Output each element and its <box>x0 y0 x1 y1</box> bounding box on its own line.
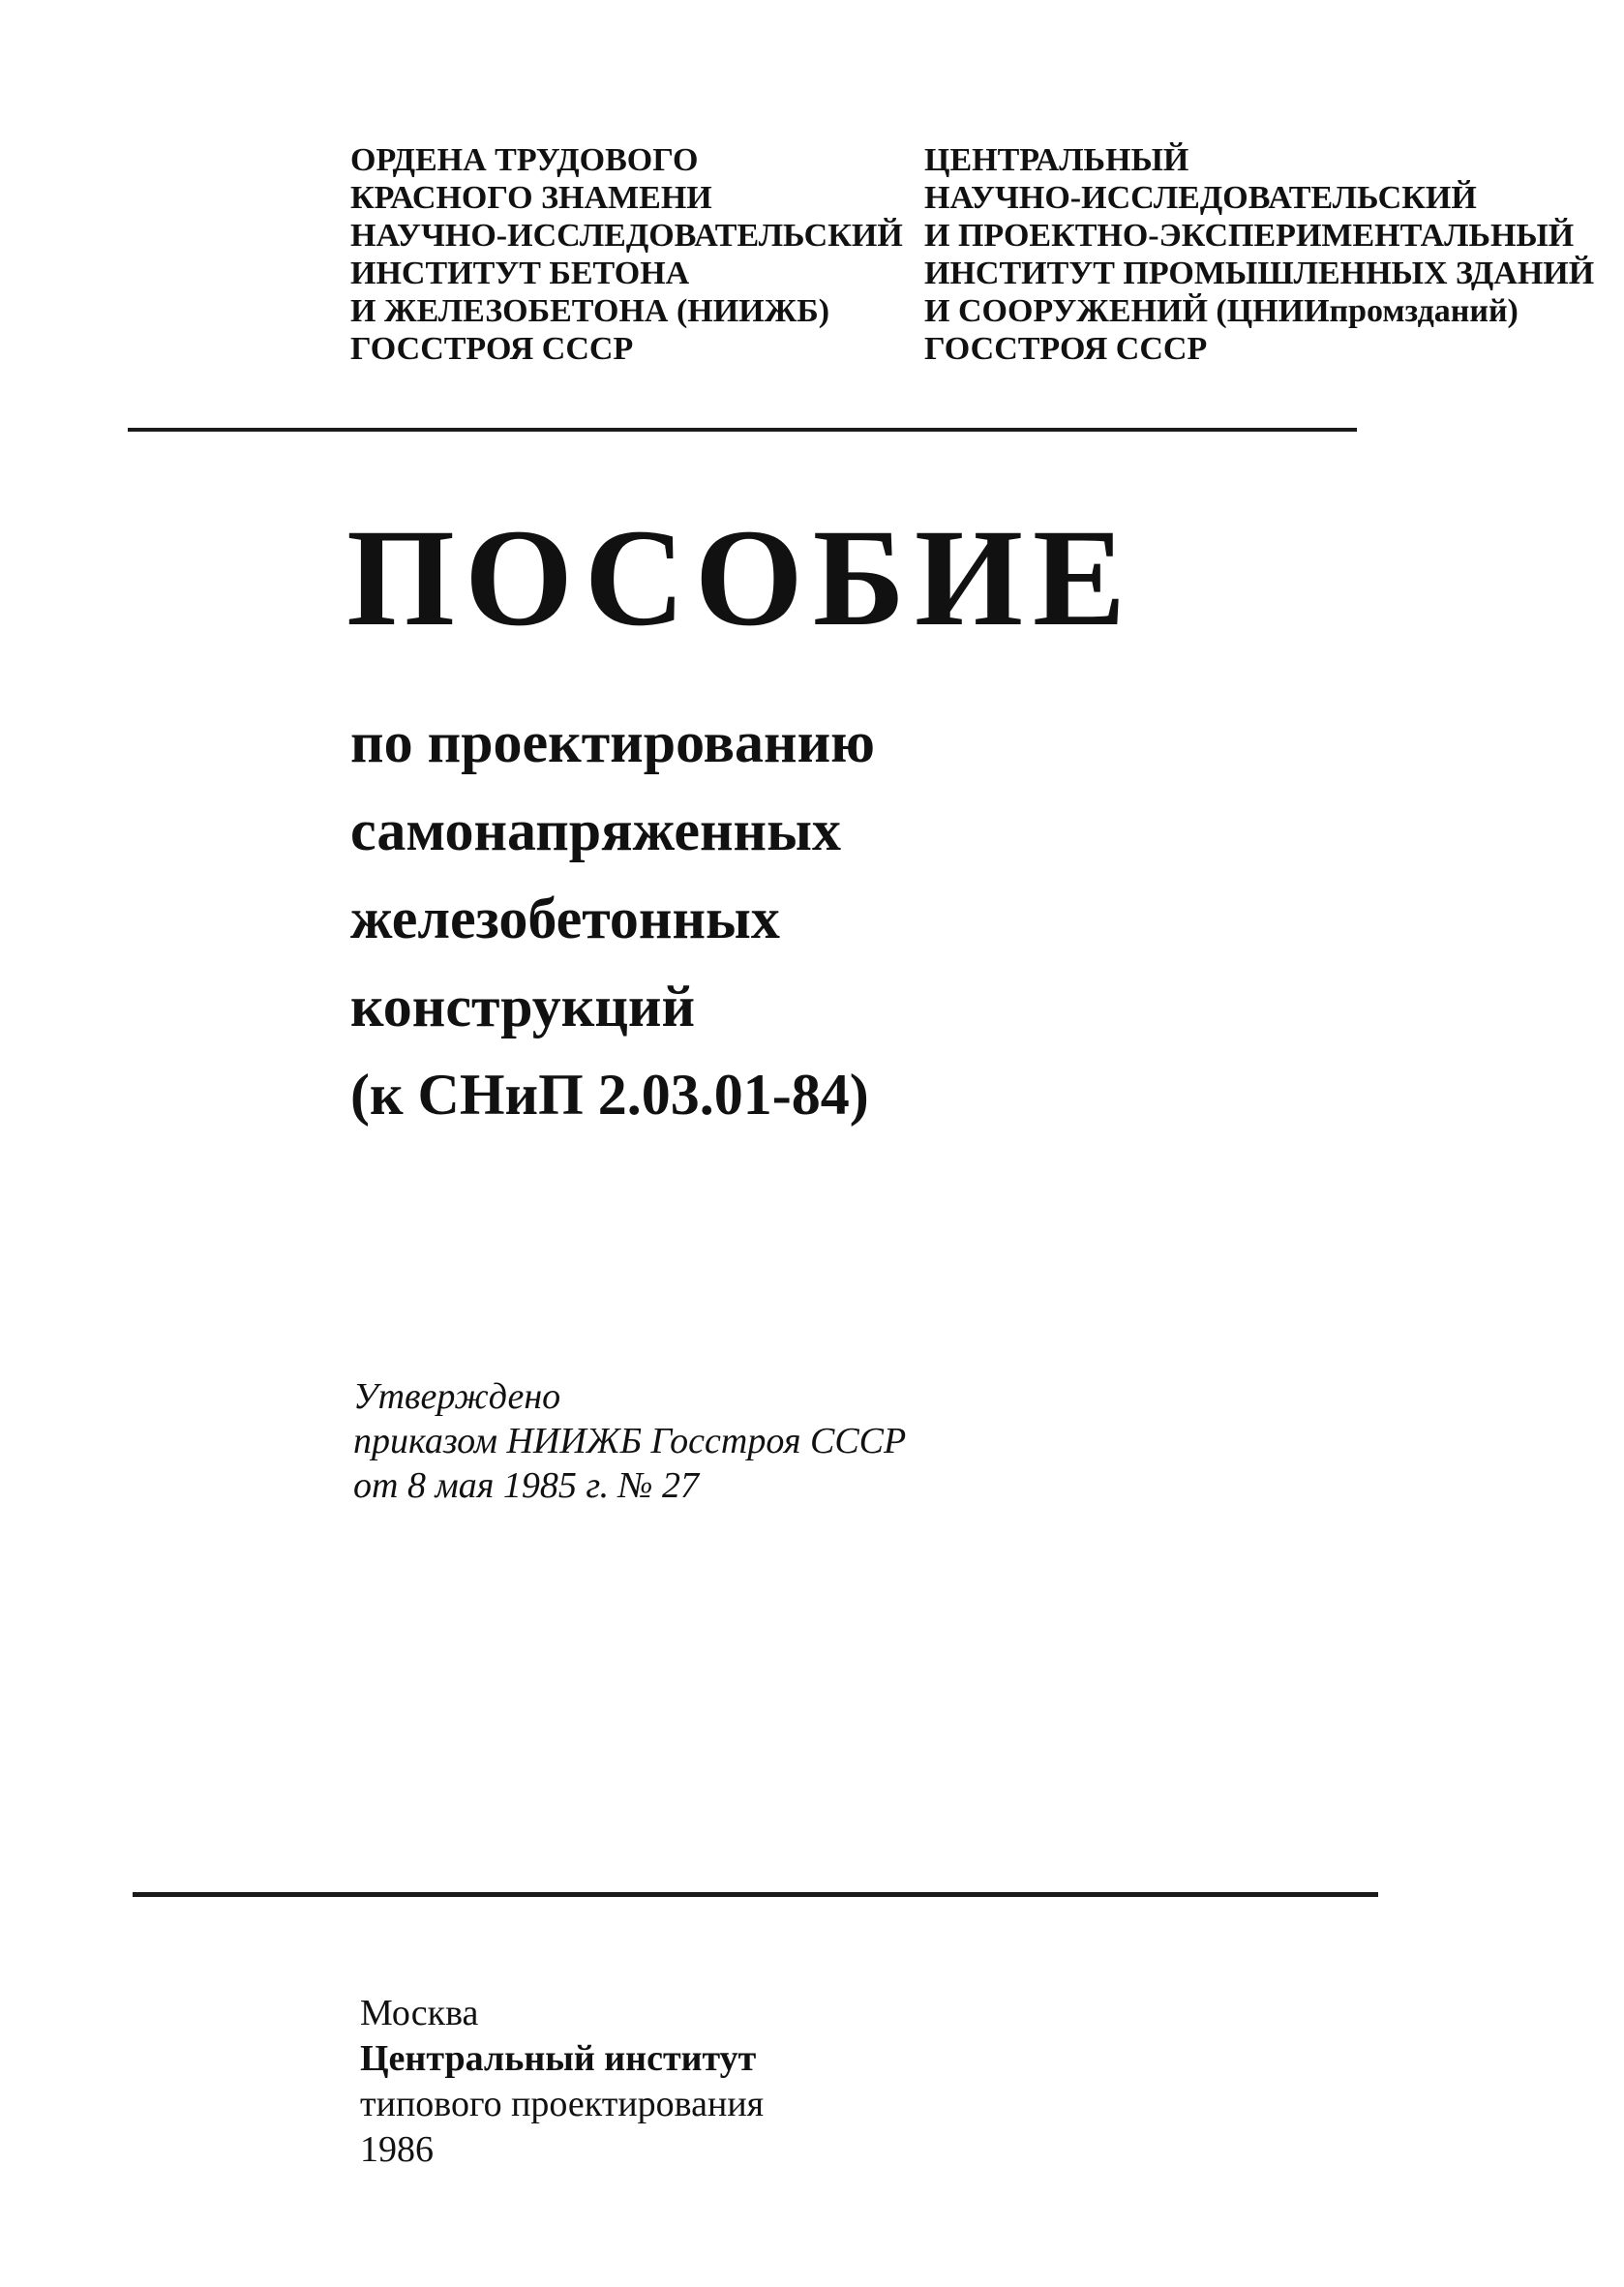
page-title: ПОСОБИЕ <box>346 501 1136 655</box>
subtitle-line: самонапряженных <box>350 798 841 862</box>
org-right-line: ЦЕНТРАЛЬНЫЙ <box>924 142 1189 178</box>
imprint-publisher-line: типового проектирования <box>360 2084 765 2124</box>
subtitle-line: по проектированию <box>350 710 876 774</box>
org-left-line: ИНСТИТУТ БЕТОНА <box>350 256 690 291</box>
approval-line: приказом НИИЖБ Госстроя СССР <box>353 1421 907 1461</box>
imprint-publisher-line: Центральный институт <box>360 2038 757 2079</box>
imprint <box>360 1991 764 2173</box>
subtitle-line: (к СНиП 2.03.01-84) <box>350 1063 869 1127</box>
organization-left <box>350 141 903 368</box>
org-left-line: ОРДЕНА ТРУДОВОГО <box>350 142 699 178</box>
approval-note <box>353 1374 906 1508</box>
imprint-year: 1986 <box>360 2129 434 2170</box>
org-left-line: И ЖЕЛЕЗОБЕТОНА (НИИЖБ) <box>350 293 830 329</box>
subtitle-line: железобетонных <box>350 887 780 950</box>
org-left-line: ГОССТРОЯ СССР <box>350 331 634 367</box>
subtitle <box>350 699 875 1139</box>
subtitle-line: конструкций <box>350 975 696 1038</box>
imprint-city: Москва <box>360 1993 479 2033</box>
approval-line: Утверждено <box>353 1376 561 1417</box>
org-left-line: НАУЧНО-ИССЛЕДОВАТЕЛЬСКИЙ <box>350 218 903 254</box>
org-right-line: ИНСТИТУТ ПРОМЫШЛЕННЫХ ЗДАНИЙ <box>924 256 1595 291</box>
top-divider <box>128 428 1357 432</box>
org-left-line: КРАСНОГО ЗНАМЕНИ <box>350 180 712 216</box>
org-right-line: И ПРОЕКТНО-ЭКСПЕРИМЕНТАЛЬНЫЙ <box>924 218 1575 254</box>
org-right-line: ГОССТРОЯ СССР <box>924 331 1208 367</box>
org-right-line: НАУЧНО-ИССЛЕДОВАТЕЛЬСКИЙ <box>924 180 1477 216</box>
approval-line: от 8 мая 1985 г. № 27 <box>353 1465 700 1506</box>
organization-right <box>924 141 1594 368</box>
org-right-line: И СООРУЖЕНИЙ (ЦНИИпромзданий) <box>924 293 1519 329</box>
bottom-divider <box>133 1892 1378 1897</box>
